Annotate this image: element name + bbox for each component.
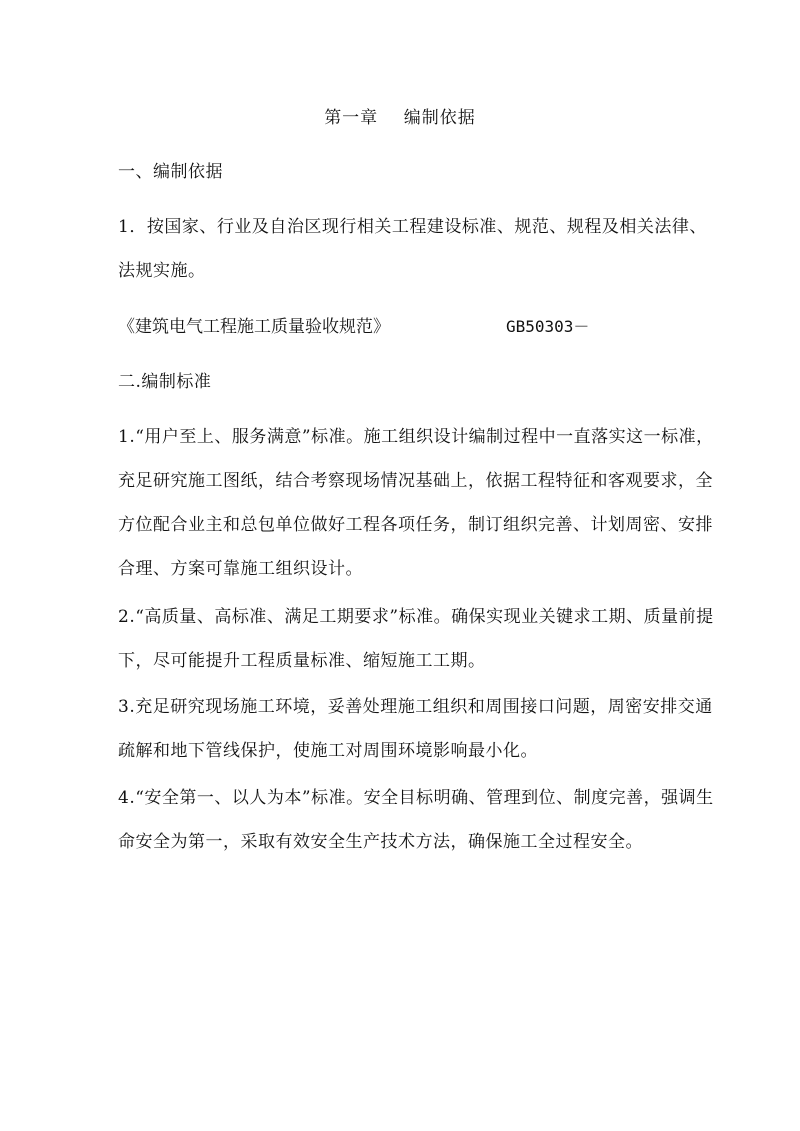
basis-item-1 [118, 205, 718, 293]
paragraph: 1．按国家、行业及自治区现行相关工程建设标准、规范、规程及相关法律、法规实施。 [118, 217, 707, 281]
section-heading: 一、编制依据 [118, 162, 223, 182]
paragraph: 3.充足研究现场施工环境，妥善处理施工组织和周围接口问题，周密安排交通疏解和地下管线保护，使施工对周围环境影响最小化。 [118, 697, 713, 761]
standard-item-3 [118, 685, 718, 773]
reference-line [118, 313, 718, 341]
reference-name: 《建筑电气工程施工质量验收规范》 [118, 317, 390, 337]
section-heading-standard [118, 360, 718, 404]
paragraph: 2.“高质量、高标准、满足工期要求”标准。确保实现业关键求工期、质量前提下，尽可能提升工程质量标准、缩短施工工期。 [118, 607, 714, 671]
chapter-title: 第一章 编制依据 [324, 108, 476, 128]
paragraph: 4.“安全第一、以人为本”标准。安全目标明确、管理到位、制度完善，强调生命安全为第一，采取有效安全生产技术方法，确保施工全过程安全。 [118, 788, 714, 852]
paragraph: 1.“用户至上、服务满意”标准。施工组织设计编制过程中一直落实这一标准，充足研究施工图纸，结合考察现场情况基础上，依据工程特征和客观要求，全方位配合业主和总包单位做好工程各项任务，制订组织完善、计划周密、安排合理、方案可靠施工组织设计。 [118, 427, 714, 579]
standard-item-2 [118, 595, 718, 683]
section-heading: 二.编制标准 [118, 372, 212, 392]
standard-item-1 [118, 415, 718, 591]
section-heading-basis [118, 150, 718, 194]
standard-item-4 [118, 776, 718, 864]
reference-code: GB50303－ [506, 317, 590, 336]
